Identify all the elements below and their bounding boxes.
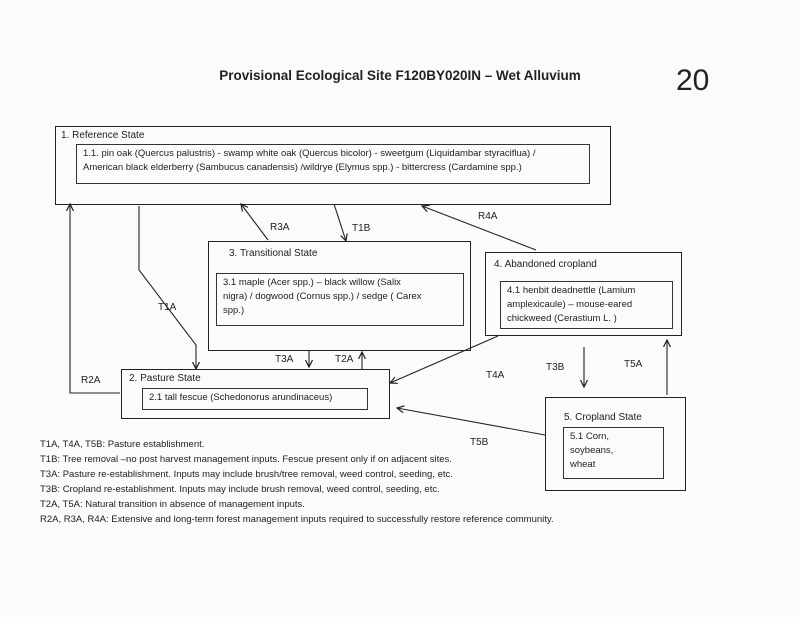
transition-label-r4a: R4A <box>478 211 498 222</box>
transition-label-t5b: T5B <box>470 437 489 448</box>
transition-label-r3a: R3A <box>270 222 290 233</box>
transition-label-t4a: T4A <box>486 370 505 381</box>
reference-state-box <box>55 126 611 205</box>
reference-community-box <box>76 144 590 184</box>
legend-item: R2A, R3A, R4A: Extensive and long-term forest management inputs required to successfully restore reference community. <box>40 514 554 525</box>
abandoned-community-box <box>500 281 673 329</box>
page-number: 20 <box>676 64 710 97</box>
abandoned-cropland-box <box>485 252 682 336</box>
legend-item: T3B: Cropland re-establishment. Inputs may include brush removal, weed control, seeding, etc. <box>40 484 440 495</box>
cropland-community-line2: soybeans, <box>570 445 614 456</box>
abandoned-community-line3: chickweed (Cerastium L. ) <box>507 313 617 324</box>
abandoned-community-line2: amplexicaule) – mouse-eared <box>507 299 633 310</box>
transitional-community-box <box>216 273 464 326</box>
arrow-r2a <box>70 204 120 393</box>
pasture-state-label: 2. Pasture State <box>129 373 201 384</box>
cropland-community-box <box>563 427 664 479</box>
transitional-community-line1: 3.1 maple (Acer spp.) – black willow (Salix <box>223 277 401 288</box>
transition-label-t5a: T5A <box>624 359 643 370</box>
legend-item: T1B: Tree removal –no post harvest management inputs. Fescue present only if on adjacent sites. <box>40 454 452 465</box>
reference-community-line1: 1.1. pin oak (Quercus palustris) - swamp white oak (Quercus bicolor) - sweetgum (Liquidambar styraciflua) / <box>83 148 536 159</box>
arrow-t1a <box>139 206 196 369</box>
transition-label-t2a: T2A <box>335 354 354 365</box>
transitional-state-box <box>208 241 471 351</box>
legend <box>40 437 554 527</box>
abandoned-community-line1: 4.1 henbit deadnettle (Lamium <box>507 285 636 296</box>
pasture-community-line1: 2.1 tall fescue (Schedonorus arundinaceus) <box>149 392 333 403</box>
page-title: Provisional Ecological Site F120BY020IN – Wet Alluvium <box>219 68 581 83</box>
arrow-t1b <box>334 204 346 241</box>
cropland-community-line1: 5.1 Corn, <box>570 431 610 442</box>
pasture-state-box <box>121 369 390 419</box>
cropland-state-box <box>545 397 686 491</box>
abandoned-cropland-label: 4. Abandoned cropland <box>494 259 597 270</box>
cropland-state-label: 5. Cropland State <box>564 412 642 423</box>
reference-community-line2: American black elderberry (Sambucus canadensis) /wildrye (Elymus spp.) - bittercress (Cardamine spp.) <box>83 162 522 173</box>
transition-label-r2a: R2A <box>81 375 101 386</box>
transitional-state-label: 3. Transitional State <box>229 248 318 259</box>
arrow-r3a <box>241 204 268 240</box>
reference-state-label: 1. Reference State <box>61 130 145 141</box>
legend-item: T2A, T5A: Natural transition in absence of management inputs. <box>40 499 305 510</box>
transitional-community-line3: spp.) <box>223 305 245 316</box>
pasture-community-box <box>142 388 368 410</box>
transition-label-t3b: T3B <box>546 362 565 373</box>
arrow-t5b <box>397 408 545 435</box>
cropland-community-line3: wheat <box>570 459 596 470</box>
transitional-community-line2: nigra) / dogwood (Cornus spp.) / sedge ( Carex <box>223 291 422 302</box>
transition-label-t1a: T1A <box>158 302 177 313</box>
legend-item: T3A: Pasture re-establishment. Inputs may include brush/tree removal, weed control, seeding, etc. <box>40 469 453 480</box>
transition-label-t1b: T1B <box>352 223 371 234</box>
transition-label-t3a: T3A <box>275 354 294 365</box>
legend-item: T1A, T4A, T5B: Pasture establishment. <box>40 439 205 450</box>
